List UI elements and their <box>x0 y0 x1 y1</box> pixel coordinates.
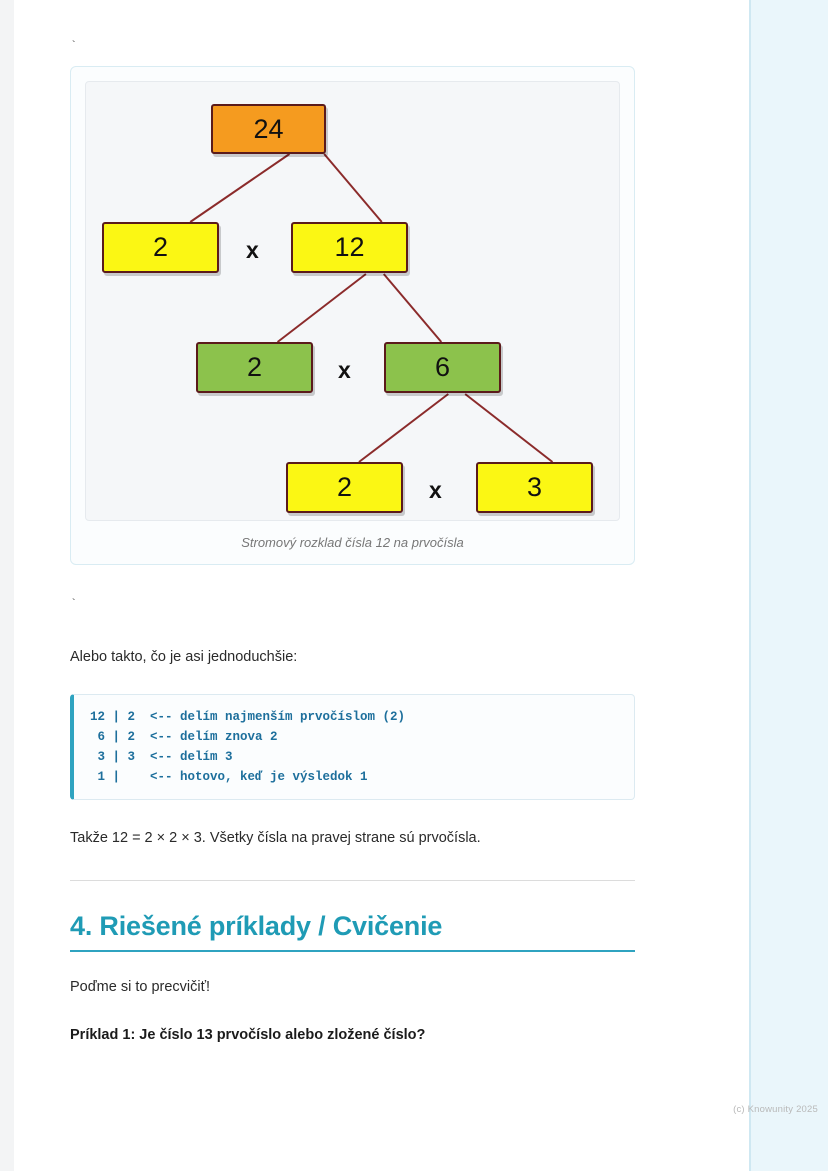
figure-card <box>70 66 635 565</box>
tree-node-2-level2: 2 <box>102 222 219 273</box>
right-side-panel <box>749 0 828 1171</box>
watermark-copyright: (c) Knowunity 2025 <box>733 1104 818 1115</box>
tree-node-2-level3: 2 <box>196 342 313 393</box>
paragraph-alebo-takto: Alebo takto, čo je asi jednoduchšie: <box>70 649 298 665</box>
figure-caption: Stromový rozklad čísla 12 na prvočísla <box>241 535 464 550</box>
code-fence-backtick-top: ` <box>70 39 78 53</box>
tree-edges <box>86 82 619 520</box>
tree-node-2-level4: 2 <box>286 462 403 513</box>
factor-tree-diagram <box>85 81 620 521</box>
tree-node-6: 6 <box>384 342 501 393</box>
tree-node-24: 24 <box>211 104 326 154</box>
paragraph-podme-precvicit: Poďme si to precvičiť! <box>70 978 211 995</box>
document-content <box>70 0 635 1047</box>
example-1-question: Príklad 1: Je číslo 13 prvočíslo alebo zložené číslo? <box>70 1027 426 1044</box>
code-block <box>70 694 635 800</box>
paragraph-takze-result: Takže 12 = 2 × 2 × 3. Všetky čísla na pravej strane sú prvočísla. <box>70 830 481 847</box>
tree-node-12: 12 <box>291 222 408 273</box>
section-heading-4: 4. Riešené príklady / Cvičenie <box>70 910 443 941</box>
times-operator-level4: x <box>429 477 442 503</box>
code-line: 3 | 3 <-- delím 3 <box>90 750 233 765</box>
code-line: 12 | 2 <-- delím najmenším prvočíslom (2) <box>90 710 406 725</box>
tree-node-3: 3 <box>476 462 593 513</box>
code-fence-backtick-bottom: ` <box>70 597 78 611</box>
code-line: 1 | <-- hotovo, keď je výsledok 1 <box>90 770 368 785</box>
code-line: 6 | 2 <-- delím znova 2 <box>90 730 278 745</box>
times-operator-level3: x <box>338 357 351 383</box>
times-operator-level2: x <box>246 237 259 263</box>
left-margin-strip <box>0 0 14 1171</box>
